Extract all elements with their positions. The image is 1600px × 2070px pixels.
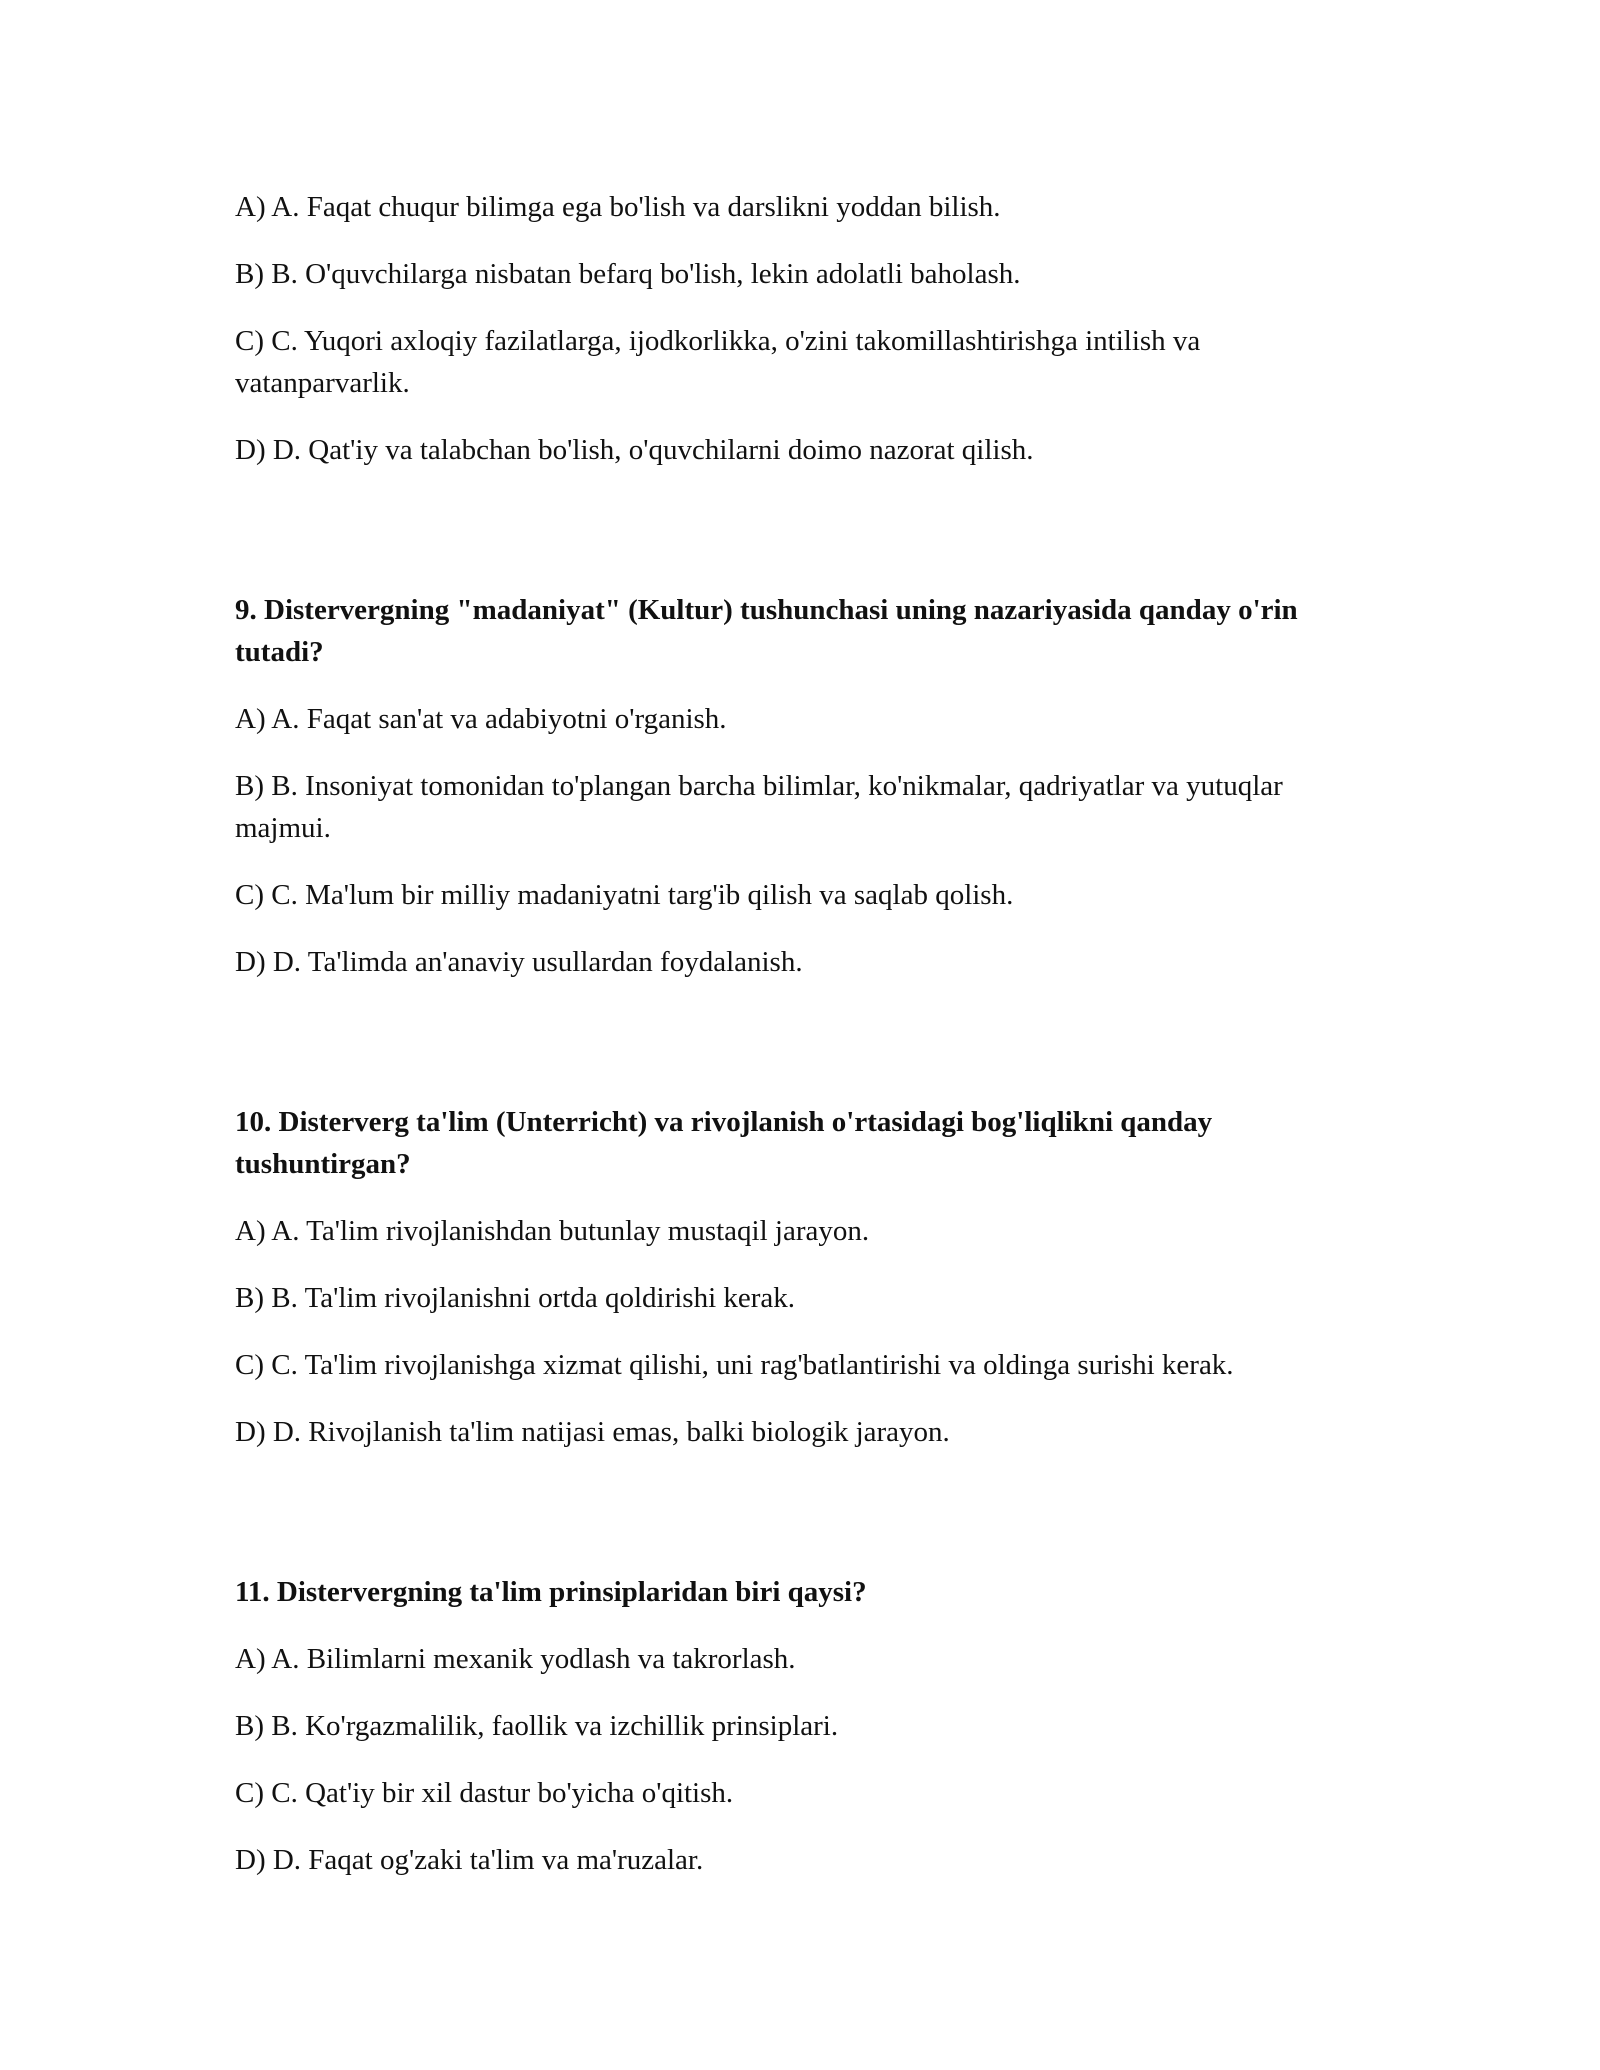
spacer — [235, 496, 1365, 589]
option-c: C) C. Qat'iy bir xil dastur bo'yicha o'qitish. — [235, 1777, 734, 1809]
document-page — [235, 186, 1365, 1906]
question-9-text: 9. Distervergning "madaniyat" (Kultur) tushunchasi uning nazariyasida qanday o'rin tutadi? — [235, 594, 1298, 668]
option-c: C) C. Ta'lim rivojlanishga xizmat qilishi, uni rag'batlantirishi va oldinga surishi kerak. — [235, 1349, 1234, 1381]
question-10-block — [235, 1101, 1365, 1453]
option-a: A) A. Bilimlarni mexanik yodlash va takrorlash. — [235, 1643, 796, 1675]
question-8-options — [235, 186, 1365, 471]
option-b: B) B. O'quvchilarga nisbatan befarq bo'lish, lekin adolatli baholash. — [235, 258, 1021, 290]
option-c: C) C. Yuqori axloqiy fazilatlarga, ijodkorlikka, o'zini takomillashtirishga intilish va vatanparvarlik. — [235, 325, 1201, 399]
option-a: A) A. Faqat san'at va adabiyotni o'rganish. — [235, 703, 727, 735]
spacer — [235, 1008, 1365, 1101]
option-b: B) B. Ko'rgazmalilik, faollik va izchillik prinsiplari. — [235, 1710, 839, 1742]
option-b: B) B. Ta'lim rivojlanishni ortda qoldirishi kerak. — [235, 1282, 796, 1314]
option-d: D) D. Qat'iy va talabchan bo'lish, o'quvchilarni doimo nazorat qilish. — [235, 434, 1034, 466]
option-c: C) C. Ma'lum bir milliy madaniyatni targ'ib qilish va saqlab qolish. — [235, 879, 1014, 911]
spacer — [235, 1478, 1365, 1571]
option-b: B) B. Insoniyat tomonidan to'plangan barcha bilimlar, ko'nikmalar, qadriyatlar va yutuqlar majmui. — [235, 770, 1283, 844]
question-9-block — [235, 589, 1365, 983]
option-d: D) D. Ta'limda an'anaviy usullardan foydalanish. — [235, 946, 803, 978]
option-a: A) A. Faqat chuqur bilimga ega bo'lish va darslikni yoddan bilish. — [235, 191, 1001, 223]
question-11-text: 11. Distervergning ta'lim prinsiplaridan biri qaysi? — [235, 1576, 867, 1608]
option-d: D) D. Rivojlanish ta'lim natijasi emas, balki biologik jarayon. — [235, 1416, 950, 1448]
option-a: A) A. Ta'lim rivojlanishdan butunlay mustaqil jarayon. — [235, 1215, 870, 1247]
question-10-text: 10. Disterverg ta'lim (Unterricht) va rivojlanish o'rtasidagi bog'liqlikni qanday tushuntirgan? — [235, 1106, 1213, 1180]
option-d: D) D. Faqat og'zaki ta'lim va ma'ruzalar. — [235, 1844, 704, 1876]
question-11-block — [235, 1571, 1365, 1881]
